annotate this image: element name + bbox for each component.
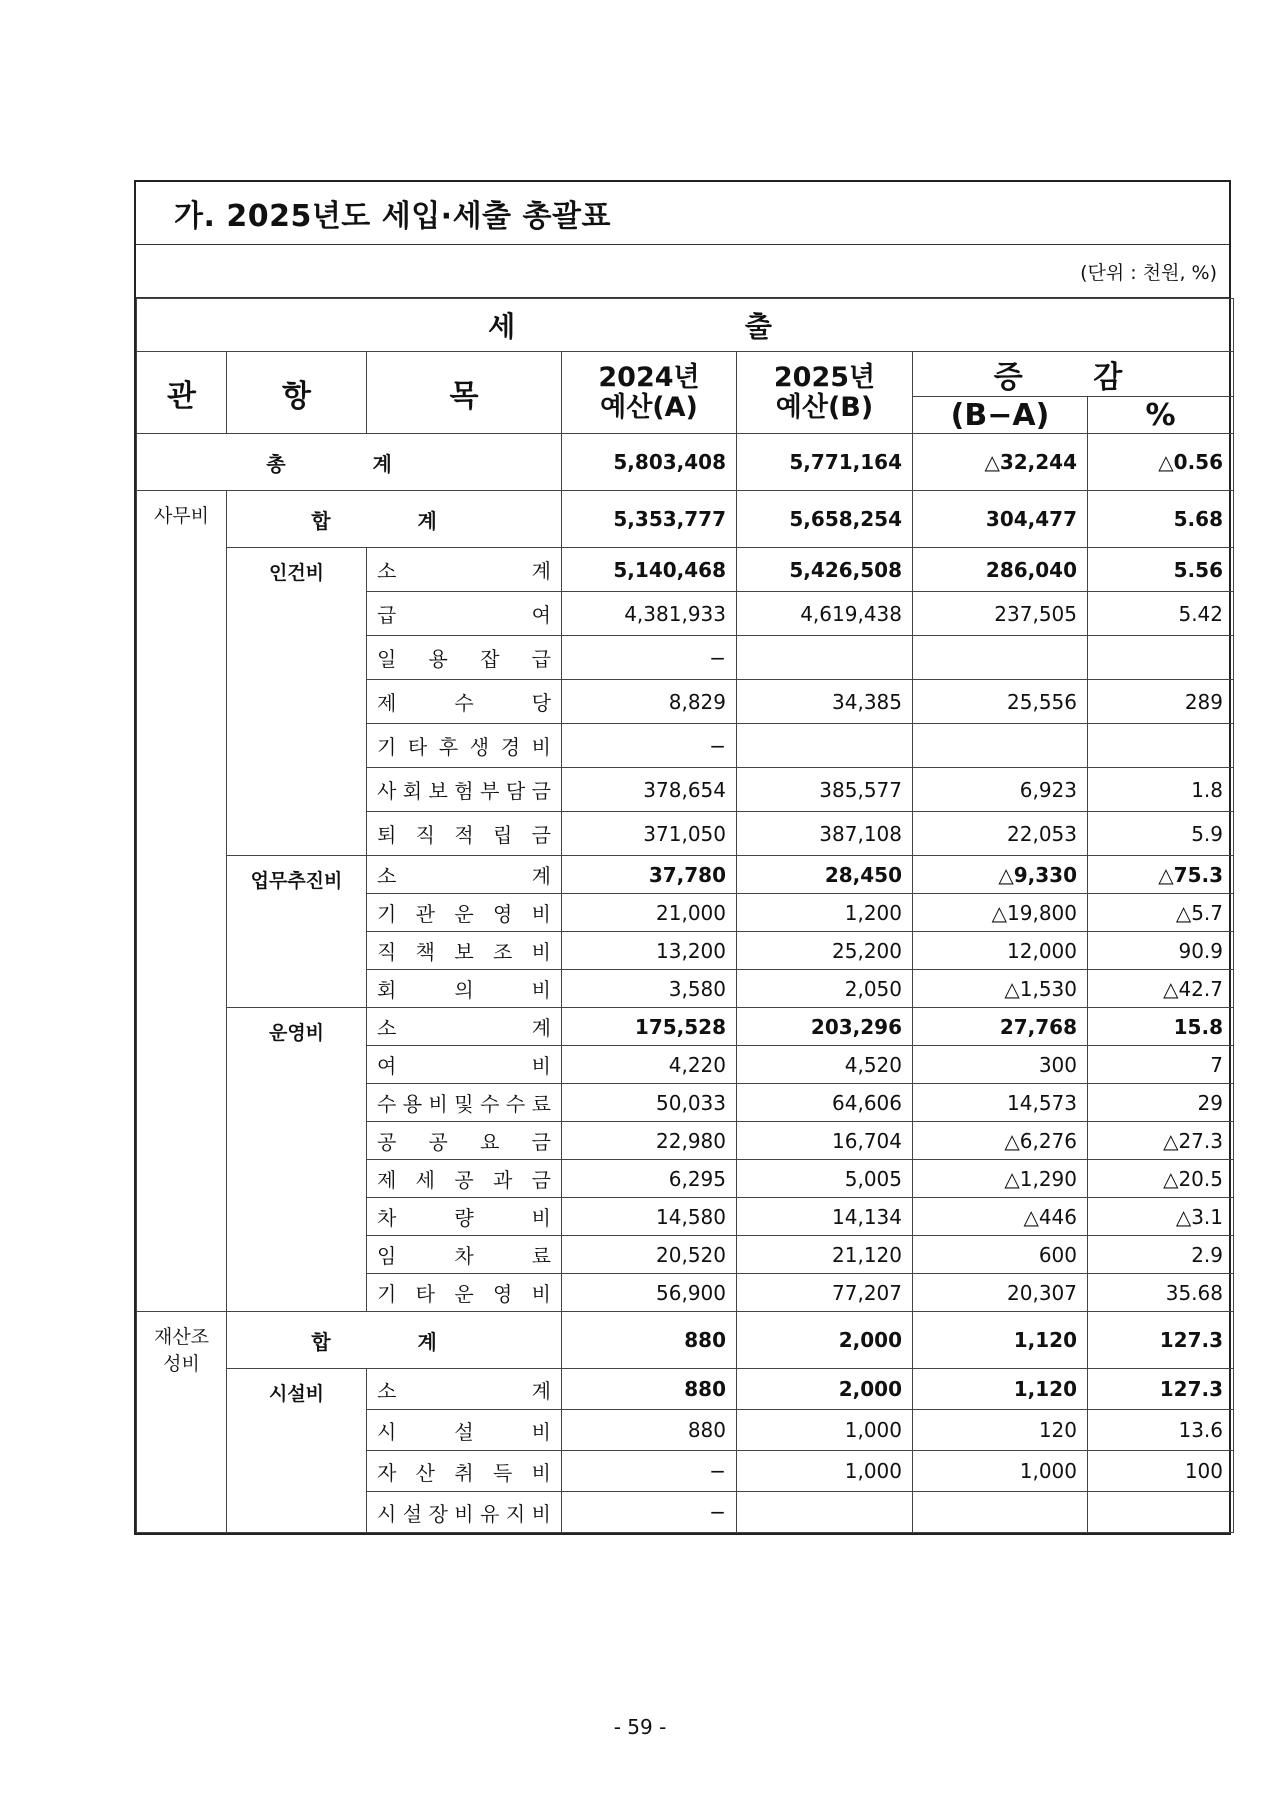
- value-b: 5,005: [737, 1160, 913, 1198]
- mok-label: [367, 1492, 562, 1533]
- value-d: 1,000: [913, 1451, 1088, 1492]
- mok-text: [377, 1164, 551, 1193]
- value-p: △20.5: [1088, 1160, 1234, 1198]
- mok-text: [377, 1126, 551, 1155]
- mok-label: [367, 768, 562, 812]
- value-a: −: [562, 1451, 737, 1492]
- value-p: 5.42: [1088, 592, 1234, 636]
- mok-text: [377, 819, 551, 848]
- value-b: 5,426,508: [737, 548, 913, 592]
- value-b: 1,000: [737, 1410, 913, 1451]
- mok-char: 회: [377, 978, 397, 1002]
- value-a: 880: [562, 1369, 737, 1410]
- value-b: 203,296: [737, 1008, 913, 1046]
- mok-char: 과: [492, 1168, 513, 1192]
- value-p: 1.8: [1088, 768, 1234, 812]
- value-b: 77,207: [737, 1274, 913, 1312]
- mok-char: 비: [531, 1460, 551, 1485]
- value-b: 385,577: [737, 768, 913, 812]
- value-d: 12,000: [913, 932, 1088, 970]
- value-a: 5,353,777: [562, 491, 737, 548]
- mok-text: [377, 1088, 551, 1117]
- mok-char: 비: [531, 940, 551, 964]
- header-gwan: 관: [137, 352, 227, 434]
- mok-char: 의: [454, 978, 474, 1002]
- mok-label: [367, 724, 562, 768]
- mok-label: [367, 680, 562, 724]
- value-p: 5.9: [1088, 812, 1234, 856]
- value-p: 289: [1088, 680, 1234, 724]
- mok-label: [367, 1046, 562, 1084]
- document-title: 가. 2025년도 세입·세출 총괄표: [136, 182, 1229, 245]
- mok-char: 득: [492, 1460, 513, 1485]
- value-d: 300: [913, 1046, 1088, 1084]
- value-a: 56,900: [562, 1274, 737, 1312]
- value-d: △1,290: [913, 1160, 1088, 1198]
- mok-char: 험: [454, 779, 474, 803]
- gwan-samubi: 사무비: [137, 491, 227, 1312]
- mok-char: 수: [505, 1092, 526, 1116]
- value-d: 20,307: [913, 1274, 1088, 1312]
- value-p: △27.3: [1088, 1122, 1234, 1160]
- mok-char: 소: [377, 1016, 397, 1040]
- value-b: 1,000: [737, 1451, 913, 1492]
- mok-char: 금: [531, 1168, 551, 1192]
- mok-char: 비: [531, 1282, 551, 1306]
- value-b: 1,200: [737, 894, 913, 932]
- mok-char: 지: [505, 1501, 526, 1526]
- sum-label: 합 계: [227, 491, 562, 548]
- value-b: 2,000: [737, 1312, 913, 1369]
- value-p: △75.3: [1088, 856, 1234, 894]
- mok-text: [377, 775, 551, 804]
- value-a: 37,780: [562, 856, 737, 894]
- mok-label: [367, 1084, 562, 1122]
- mok-char: 직: [377, 940, 397, 964]
- hang-label: 업무추진비: [227, 856, 367, 1008]
- mok-label: [367, 1236, 562, 1274]
- value-b: 5,771,164: [737, 434, 913, 491]
- mok-char: 임: [377, 1244, 397, 1268]
- value-a: −: [562, 724, 737, 768]
- mok-char: 공: [428, 1130, 448, 1154]
- mok-char: 보: [428, 779, 448, 803]
- hang-label: 운영비: [227, 1008, 367, 1312]
- mok-text: [377, 860, 551, 889]
- mok-char: 기: [377, 735, 397, 759]
- value-p: △42.7: [1088, 970, 1234, 1008]
- mok-char: 수: [480, 1092, 500, 1116]
- value-d: 14,573: [913, 1084, 1088, 1122]
- value-p: [1088, 636, 1234, 680]
- mok-char: 소: [377, 1378, 397, 1403]
- value-b: 34,385: [737, 680, 913, 724]
- value-a: 3,580: [562, 970, 737, 1008]
- mok-char: 책: [415, 940, 435, 964]
- value-b: [737, 724, 913, 768]
- value-d: 120: [913, 1410, 1088, 1451]
- mok-char: 타: [415, 1282, 435, 1306]
- mok-char: 여: [531, 603, 551, 627]
- value-d: 1,120: [913, 1312, 1088, 1369]
- value-p: 127.3: [1088, 1312, 1234, 1369]
- mok-char: 차: [454, 1244, 474, 1268]
- mok-text: [377, 1050, 551, 1079]
- value-p: 100: [1088, 1451, 1234, 1492]
- mok-label: [367, 548, 562, 592]
- header-pct: %: [1088, 397, 1234, 434]
- total-label: 총 계: [137, 434, 562, 491]
- mok-label: [367, 894, 562, 932]
- value-b: [737, 1492, 913, 1533]
- mok-char: 제: [377, 1168, 397, 1192]
- mok-char: 공: [377, 1130, 397, 1154]
- sum-label: 합 계: [227, 1312, 562, 1369]
- mok-label: [367, 1369, 562, 1410]
- mok-char: 수: [454, 691, 474, 715]
- mok-char: 차: [377, 1206, 397, 1230]
- value-a: 6,295: [562, 1160, 737, 1198]
- gwan-line: 성비: [163, 1353, 200, 1375]
- value-a: 21,000: [562, 894, 737, 932]
- mok-char: 기: [377, 1282, 397, 1306]
- mok-label: [367, 856, 562, 894]
- mok-label: [367, 932, 562, 970]
- value-d: △32,244: [913, 434, 1088, 491]
- mok-char: 타: [407, 735, 428, 759]
- value-p: 13.6: [1088, 1410, 1234, 1451]
- mok-char: 비: [454, 1501, 474, 1526]
- mok-char: 계: [531, 864, 551, 888]
- mok-char: 운: [454, 1282, 474, 1306]
- page-number: - 59 -: [613, 1715, 667, 1739]
- mok-char: 부: [480, 779, 500, 803]
- mok-char: 기: [377, 902, 397, 926]
- mok-char: 퇴: [377, 823, 397, 847]
- mok-char: 제: [377, 691, 397, 715]
- value-d: [913, 1492, 1088, 1533]
- header-mok: 목: [367, 352, 562, 434]
- mok-char: 소: [377, 559, 397, 583]
- mok-label: [367, 1198, 562, 1236]
- mok-char: 당: [531, 691, 551, 715]
- mok-char: 장: [428, 1501, 448, 1526]
- value-p: △5.7: [1088, 894, 1234, 932]
- value-p: 90.9: [1088, 932, 1234, 970]
- mok-char: 량: [454, 1206, 474, 1230]
- value-a: 22,980: [562, 1122, 737, 1160]
- mok-char: 계: [531, 1378, 551, 1403]
- value-b: 64,606: [737, 1084, 913, 1122]
- value-p: 127.3: [1088, 1369, 1234, 1410]
- mok-char: 계: [531, 1016, 551, 1040]
- value-a: 14,580: [562, 1198, 737, 1236]
- header-change: 증 감: [913, 352, 1234, 397]
- mok-char: 계: [531, 559, 551, 583]
- mok-text: [377, 1202, 551, 1231]
- mok-char: 립: [492, 823, 513, 847]
- mok-char: 운: [454, 902, 474, 926]
- value-b: 4,619,438: [737, 592, 913, 636]
- mok-char: 경: [500, 735, 521, 759]
- mok-char: 시: [377, 1501, 397, 1526]
- header-diff: (B−A): [913, 397, 1088, 434]
- mok-char: 관: [415, 902, 435, 926]
- value-p: [1088, 1492, 1234, 1533]
- mok-char: 여: [377, 1054, 397, 1078]
- value-a: 371,050: [562, 812, 737, 856]
- value-p: 5.56: [1088, 548, 1234, 592]
- mok-char: 수: [377, 1092, 397, 1116]
- value-p: 2.9: [1088, 1236, 1234, 1274]
- line-row: [137, 856, 1234, 894]
- mok-char: 비: [531, 902, 551, 926]
- mok-char: 후: [438, 735, 459, 759]
- sum-row: [137, 1312, 1234, 1369]
- mok-char: 요: [480, 1130, 500, 1154]
- value-d: [913, 636, 1088, 680]
- value-d: 1,120: [913, 1369, 1088, 1410]
- value-b: 14,134: [737, 1198, 913, 1236]
- line-row: [137, 1008, 1234, 1046]
- mok-char: 비: [531, 735, 551, 759]
- mok-char: 취: [454, 1460, 474, 1485]
- mok-label: [367, 1274, 562, 1312]
- mok-text: [377, 555, 551, 584]
- value-a: 13,200: [562, 932, 737, 970]
- value-a: 8,829: [562, 680, 737, 724]
- value-d: △19,800: [913, 894, 1088, 932]
- mok-char: 및: [454, 1092, 474, 1116]
- value-a: 4,381,933: [562, 592, 737, 636]
- mok-text: [377, 936, 551, 965]
- sum-row: [137, 491, 1234, 548]
- mok-label: [367, 1122, 562, 1160]
- value-a: 378,654: [562, 768, 737, 812]
- mok-char: 급: [531, 647, 551, 671]
- value-p: 35.68: [1088, 1274, 1234, 1312]
- value-d: 286,040: [913, 548, 1088, 592]
- value-a: 50,033: [562, 1084, 737, 1122]
- mok-char: 일: [377, 647, 397, 671]
- mok-char: 비: [531, 1206, 551, 1230]
- value-b: 2,000: [737, 1369, 913, 1410]
- mok-char: 적: [454, 823, 474, 847]
- mok-char: 료: [531, 1244, 551, 1268]
- total-row: [137, 434, 1234, 491]
- value-p: 7: [1088, 1046, 1234, 1084]
- mok-char: 보: [454, 940, 474, 964]
- mok-char: 담: [505, 779, 526, 803]
- mok-char: 산: [415, 1460, 435, 1485]
- mok-char: 영: [492, 902, 513, 926]
- mok-text: [377, 898, 551, 927]
- value-b: 2,050: [737, 970, 913, 1008]
- mok-char: 잡: [480, 647, 500, 671]
- mok-char: 소: [377, 864, 397, 888]
- line-row: [137, 1369, 1234, 1410]
- section-header: 세 출: [137, 299, 1234, 352]
- gwan-line: 재산조: [153, 1326, 210, 1348]
- mok-char: 세: [415, 1168, 435, 1192]
- value-a: 20,520: [562, 1236, 737, 1274]
- mok-char: 금: [531, 1130, 551, 1154]
- value-a: 4,220: [562, 1046, 737, 1084]
- value-d: 237,505: [913, 592, 1088, 636]
- mok-text: [377, 1278, 551, 1307]
- mok-label: [367, 1410, 562, 1451]
- value-d: [913, 724, 1088, 768]
- mok-text: [377, 1012, 551, 1041]
- gwan-jaesan: [137, 1312, 227, 1533]
- mok-text: [377, 974, 551, 1003]
- value-d: △1,530: [913, 970, 1088, 1008]
- value-b: 5,658,254: [737, 491, 913, 548]
- mok-label: [367, 1008, 562, 1046]
- mok-label: [367, 636, 562, 680]
- mok-label: [367, 592, 562, 636]
- unit-note: (단위 : 천원, %): [136, 245, 1229, 298]
- mok-text: [377, 731, 551, 760]
- mok-char: 용: [428, 647, 448, 671]
- mok-char: 금: [531, 823, 551, 847]
- mok-text: [377, 1498, 551, 1527]
- value-d: 25,556: [913, 680, 1088, 724]
- mok-char: 용: [402, 1092, 423, 1116]
- mok-char: 료: [531, 1092, 551, 1116]
- mok-char: 영: [492, 1282, 513, 1306]
- mok-char: 설: [402, 1501, 423, 1526]
- mok-text: [377, 1240, 551, 1269]
- mok-char: 조: [492, 940, 513, 964]
- mok-char: 사: [377, 779, 397, 803]
- hang-label: 시설비: [227, 1369, 367, 1533]
- value-d: △6,276: [913, 1122, 1088, 1160]
- value-b: 387,108: [737, 812, 913, 856]
- value-d: △9,330: [913, 856, 1088, 894]
- header-hang: 항: [227, 352, 367, 434]
- hang-label: 인건비: [227, 548, 367, 856]
- value-d: 22,053: [913, 812, 1088, 856]
- value-d: 600: [913, 1236, 1088, 1274]
- value-b: 21,120: [737, 1236, 913, 1274]
- value-d: 304,477: [913, 491, 1088, 548]
- mok-char: 비: [531, 1501, 551, 1526]
- value-d: △446: [913, 1198, 1088, 1236]
- mok-text: [377, 643, 551, 672]
- mok-char: 비: [531, 1054, 551, 1078]
- mok-char: 비: [531, 978, 551, 1002]
- mok-char: 설: [454, 1419, 474, 1444]
- value-b: 25,200: [737, 932, 913, 970]
- budget-table: [136, 298, 1234, 1533]
- header-2025: 2025년 예산(B): [737, 352, 913, 434]
- header-2024: 2024년 예산(A): [562, 352, 737, 434]
- value-d: 6,923: [913, 768, 1088, 812]
- value-d: 27,768: [913, 1008, 1088, 1046]
- mok-text: [377, 1416, 551, 1445]
- mok-text: [377, 599, 551, 628]
- mok-char: 비: [428, 1092, 448, 1116]
- mok-label: [367, 812, 562, 856]
- budget-summary-frame: [134, 180, 1231, 1535]
- mok-char: 직: [415, 823, 435, 847]
- mok-char: 공: [454, 1168, 474, 1192]
- mok-text: [377, 687, 551, 716]
- mok-text: [377, 1375, 551, 1404]
- value-b: 4,520: [737, 1046, 913, 1084]
- value-p: [1088, 724, 1234, 768]
- value-a: 175,528: [562, 1008, 737, 1046]
- value-a: −: [562, 636, 737, 680]
- mok-char: 회: [402, 779, 423, 803]
- mok-label: [367, 970, 562, 1008]
- mok-char: 시: [377, 1419, 397, 1444]
- mok-char: 생: [469, 735, 490, 759]
- mok-char: 유: [480, 1501, 500, 1526]
- mok-label: [367, 1160, 562, 1198]
- value-a: −: [562, 1492, 737, 1533]
- value-p: △0.56: [1088, 434, 1234, 491]
- value-a: 880: [562, 1312, 737, 1369]
- value-a: 5,803,408: [562, 434, 737, 491]
- mok-char: 금: [531, 779, 551, 803]
- value-p: 15.8: [1088, 1008, 1234, 1046]
- mok-char: 자: [377, 1460, 397, 1485]
- mok-char: 비: [531, 1419, 551, 1444]
- value-a: 5,140,468: [562, 548, 737, 592]
- mok-text: [377, 1457, 551, 1486]
- mok-char: 급: [377, 603, 397, 627]
- value-b: 16,704: [737, 1122, 913, 1160]
- line-row: [137, 548, 1234, 592]
- value-b: 28,450: [737, 856, 913, 894]
- value-a: 880: [562, 1410, 737, 1451]
- mok-label: [367, 1451, 562, 1492]
- value-b: [737, 636, 913, 680]
- value-p: △3.1: [1088, 1198, 1234, 1236]
- value-p: 29: [1088, 1084, 1234, 1122]
- value-p: 5.68: [1088, 491, 1234, 548]
